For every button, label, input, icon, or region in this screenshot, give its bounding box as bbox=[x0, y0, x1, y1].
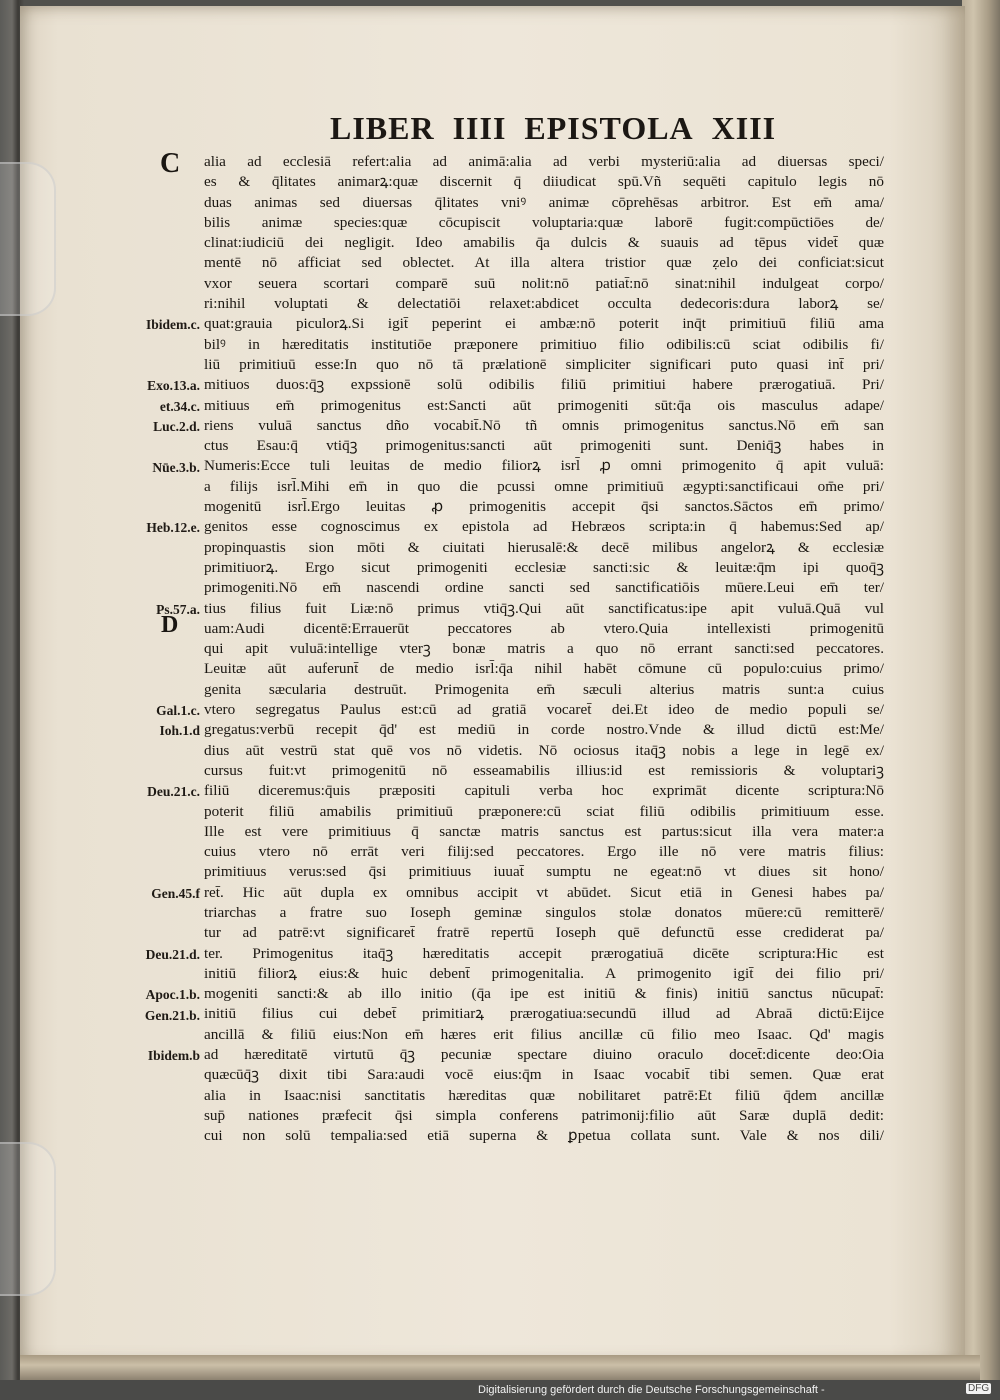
text-line: ri:nihil voluptati & delectatiōi relaxet:abdicet occulta dedecoris:dura laborꝝ se/ bbox=[204, 295, 884, 313]
text-line: bilis animæ species:quæ cōcupiscit voluptaria:quæ laborē fugit:compūctiōes de/ bbox=[204, 213, 884, 231]
margin-reference: Exo.13.a. bbox=[147, 378, 200, 394]
margin-reference: Gen.21.b. bbox=[144, 1007, 200, 1023]
text-line: quat:grauia piculorꝝ.Si igit̄ peperint ei ambæ:nō poterit inq̄t primitiuū filiū ama bbox=[204, 315, 884, 333]
digitization-credit: Digitalisierung gefördert durch die Deutsche Forschungsgemeinschaft - bbox=[478, 1384, 825, 1396]
main-text-block bbox=[204, 152, 884, 1147]
text-line: ancillā & filiū eius:Non em̄ hæres erit filius ancillæ cū filio meo Isaac. Qd' magis bbox=[204, 1025, 884, 1043]
text-line: primitiuus verus:sed q̄si primitiuus iuuat̄ sumptu ne egeat:nō vt diues sit hono/ bbox=[204, 863, 884, 881]
margin-reference: Deu.21.d. bbox=[145, 946, 200, 962]
heading-word: EPISTOLA bbox=[524, 110, 694, 146]
text-line: ctus Esau:q̄ vtiq̄ꝫ primogenitus:sancti aūt primogeniti sunt. Deniq̄ꝫ habes in bbox=[204, 437, 884, 455]
text-line: dius aūt vestrū stat quē vos nō videtis. Nō ociosus itaq̄ꝫ nobis a lege in legē ex/ bbox=[204, 741, 884, 759]
text-line: uam:Audi dicentē:Errauerūt peccatores ab vtero.Quia intellexisti primogenitū bbox=[204, 619, 884, 637]
heading-word: IIII bbox=[452, 110, 507, 146]
text-line: vxor seuera scortari comparē suū nolit:nō patiat̄:nō sinat:nihil indulgeat corpo/ bbox=[204, 274, 884, 292]
text-line: ad hæreditatē virtutū q̄ꝫ pecuniæ spectare diuino oraculo docet̄:dicente deo:Oia bbox=[204, 1046, 884, 1064]
margin-reference: Luc.2.d. bbox=[153, 418, 200, 434]
text-line: poterit filiū amabilis primitiuū præponere:cū sciat filiū odibilis primitiuum esse. bbox=[204, 802, 884, 820]
text-line: alia in Isaac:nisi sanctitatis hæreditas quæ nobilitaret patrē:Et filiū q̄dem ancillæ bbox=[204, 1086, 884, 1104]
text-line: gregatus:verbū recepit q̄d' est mediū in corde nostro.Vnde & illud dictū est:Me/ bbox=[204, 721, 884, 739]
text-line: mogeniti sancti:& ab illo initio (q̄a ipe est initiū & finis) initiū sanctus nūcupat̄: bbox=[204, 985, 884, 1003]
text-line: clinat:iudiciū dei negligit. Ideo amabilis q̄a dulcis & suauis ad tēpus videt̄ quæ bbox=[204, 234, 884, 252]
text-line: initiū filiorꝝ eius:& huic debent̄ primogenitalia. A primogenito igit̄ dei filio pri/ bbox=[204, 964, 884, 982]
text-line: triarchas a fratre suo Ioseph geminæ singulos stolæ donatos mūere:cū remitterē/ bbox=[204, 903, 884, 921]
margin-reference: Gen.45.f bbox=[151, 885, 200, 901]
text-line: mitiuos duos:q̄ꝫ expssionē solū odibilis filiū primitiui habere prærogatiuā. Pri/ bbox=[204, 376, 884, 394]
margin-reference: Ibidem.c. bbox=[146, 317, 200, 333]
text-line: es & q̄litates animarꝝ:quæ discernit q̄ diiudicat spū.Vñ sequēti capitulo legis nō bbox=[204, 173, 884, 191]
text-line: cursus fuit:vt primogenitū nō esseamabilis illius:id est remissioris & voluptariꝫ bbox=[204, 761, 884, 779]
text-line: liū primitiuū esse:In quo nō tā prælationē simpliciter significari puto quasi int̄ pri/ bbox=[204, 355, 884, 373]
text-line: bilꝰ in hæreditatis institutiōe præponere primitiuo filio odibilis:cū sciat odibilis fi/ bbox=[204, 335, 884, 353]
initial-letter-c: C bbox=[160, 148, 181, 179]
margin-reference: Ibidem.b bbox=[147, 1048, 200, 1064]
text-line: duas animas sed diuersas q̄litates vniꝰ animæ cōprehēsas arbitror. Est em̄ ama/ bbox=[204, 193, 884, 211]
text-line: riens vuluā sanctus dño vocabit̄.Nō tñ omnis primogenitus sanctus.Nō em̄ san bbox=[204, 416, 884, 434]
page-edge-right bbox=[962, 0, 1000, 1380]
text-line: propinquastis sion mōti & ciuitati hierusalē:& decē milibus angelorꝝ & ecclesiæ bbox=[204, 538, 884, 556]
text-line: alia ad ecclesiā refert:alia ad animā:alia ad verbi mysteriū:alia ad diuersas speci/ bbox=[204, 153, 884, 170]
margin-reference: Deu.21.c. bbox=[147, 784, 200, 800]
text-line: Ille est vere primitiuus q̄ sanctæ matris sanctus est partus:sicut illa vera mater:a bbox=[204, 822, 884, 840]
margin-reference: Apoc.1.b. bbox=[145, 987, 200, 1003]
text-line: tur ad patrē:vt significaret̄ fratrē repertū Ioseph quē defunctū esse crediderat pa/ bbox=[204, 924, 884, 942]
text-line: sup̄ nationes præfecit q̄si simpla conferens patrimonij:filio aūt Saræ duplā dedit: bbox=[204, 1106, 884, 1124]
page-edge-bottom bbox=[20, 1355, 980, 1380]
heading-word: XIII bbox=[711, 110, 777, 146]
text-line: Numeris:Ecce tuli leuitas de medio filiorꝝ isrl̄ ꝓ omni primogenito q̄ apit vuluā: bbox=[204, 457, 884, 475]
margin-reference: et.34.c. bbox=[159, 398, 200, 414]
text-line: mitiuus em̄ primogenitus est:Sancti aūt primogeniti sūt:q̄a ois masculus adape/ bbox=[204, 396, 884, 414]
margin-reference: Gal.1.c. bbox=[156, 703, 200, 719]
margin-reference: Ioh.1.d bbox=[159, 723, 200, 739]
text-line: qui apit vuluā:intellige vterꝫ bonæ matris a quo nō errant sancti:sed peccatores. bbox=[204, 640, 884, 658]
margin-reference: Ps.57.a. bbox=[156, 601, 200, 617]
text-line: ret̄. Hic aūt dupla ex omnibus accipit vt abūdet. Sicut etiā in Genesi habes pa/ bbox=[204, 883, 884, 901]
text-line: cui non solū tempalia:sed etiā superna & ꝑpetua collata sunt. Vale & nos dili/ bbox=[204, 1127, 884, 1145]
text-line: tius filius fuit Liæ:nō primus vtiq̄ꝫ.Qui aūt sanctificatus:ipe apit vuluā.Quā vul bbox=[204, 599, 884, 617]
heading-word: LIBER bbox=[330, 110, 435, 146]
text-line: vtero segregatus Paulus est:cū ad gratiā vocaret̄ dei.Et ideo de medio populi se/ bbox=[204, 701, 884, 719]
text-line: ter. Primogenitus itaq̄ꝫ hæreditatis accepit prærogatiuā dicēte scriptura:Hic est bbox=[204, 944, 884, 962]
text-line: genita sæcularia destruūt. Primogenita em̄ sæculi alterius matris sunt:a cuius bbox=[204, 680, 884, 698]
page-clip-top bbox=[0, 162, 56, 316]
running-head bbox=[330, 110, 794, 147]
text-line: primitiuorꝝ. Ergo sicut primogeniti ecclesiæ sancti:sic & leuitæ:q̄m ipi quoq̄ꝫ bbox=[204, 558, 884, 576]
text-line: mogenitū isrl̄.Ergo leuitas ꝓ primogenitis accepit q̄si sanctos.Sāctos em̄ primo/ bbox=[204, 498, 884, 516]
text-line: mentē nō afficiat sed oblectet. At illa altera tristior quæ ẓelo dei conficiat:sicut bbox=[204, 254, 884, 272]
margin-reference: Nūe.3.b. bbox=[152, 459, 200, 475]
dfg-logo: DFG bbox=[968, 1383, 990, 1394]
page-clip-bottom bbox=[0, 1142, 56, 1296]
text-line: initiū filius cui debet̄ primitiarꝝ prærogatiua:secundū illud ad Abraā dictū:Eijce bbox=[204, 1005, 884, 1023]
text-line: filiū diceremus:q̄uis præpositi capituli verba hoc exprimāt dicente scriptura:Nō bbox=[204, 782, 884, 800]
text-line: a filijs isrl̄.Mihi em̄ in quo die pcussi omne primitiuū ægypti:sanctificaui om̄e pri/ bbox=[204, 477, 884, 495]
text-line: quæcūq̄ꝫ dixit tibi Sara:audi vocē eius:q̄m in Isaac vocabit̄ tibi semen. Quæ erat bbox=[204, 1066, 884, 1084]
text-line: genitos esse cognoscimus ex epistola ad Hebræos scripta:in q̄ habemus:Sed ap/ bbox=[204, 518, 884, 536]
text-line: primogeniti.Nō em̄ nascendi ordine sancti sed sanctificatiōis mūere.Leui em̄ ter/ bbox=[204, 579, 884, 597]
margin-reference: Heb.12.e. bbox=[146, 520, 200, 536]
text-line: cuius vtero nō errāt veri filij:sed peccatores. Ergo ille nō vere matris filius: bbox=[204, 843, 884, 861]
text-line: Leuitæ aūt auferunt̄ de medio isrl̄:q̄a nihil habēt cōmune cū populo:cuius primo/ bbox=[204, 660, 884, 678]
initial-letter-d: D bbox=[161, 612, 179, 638]
